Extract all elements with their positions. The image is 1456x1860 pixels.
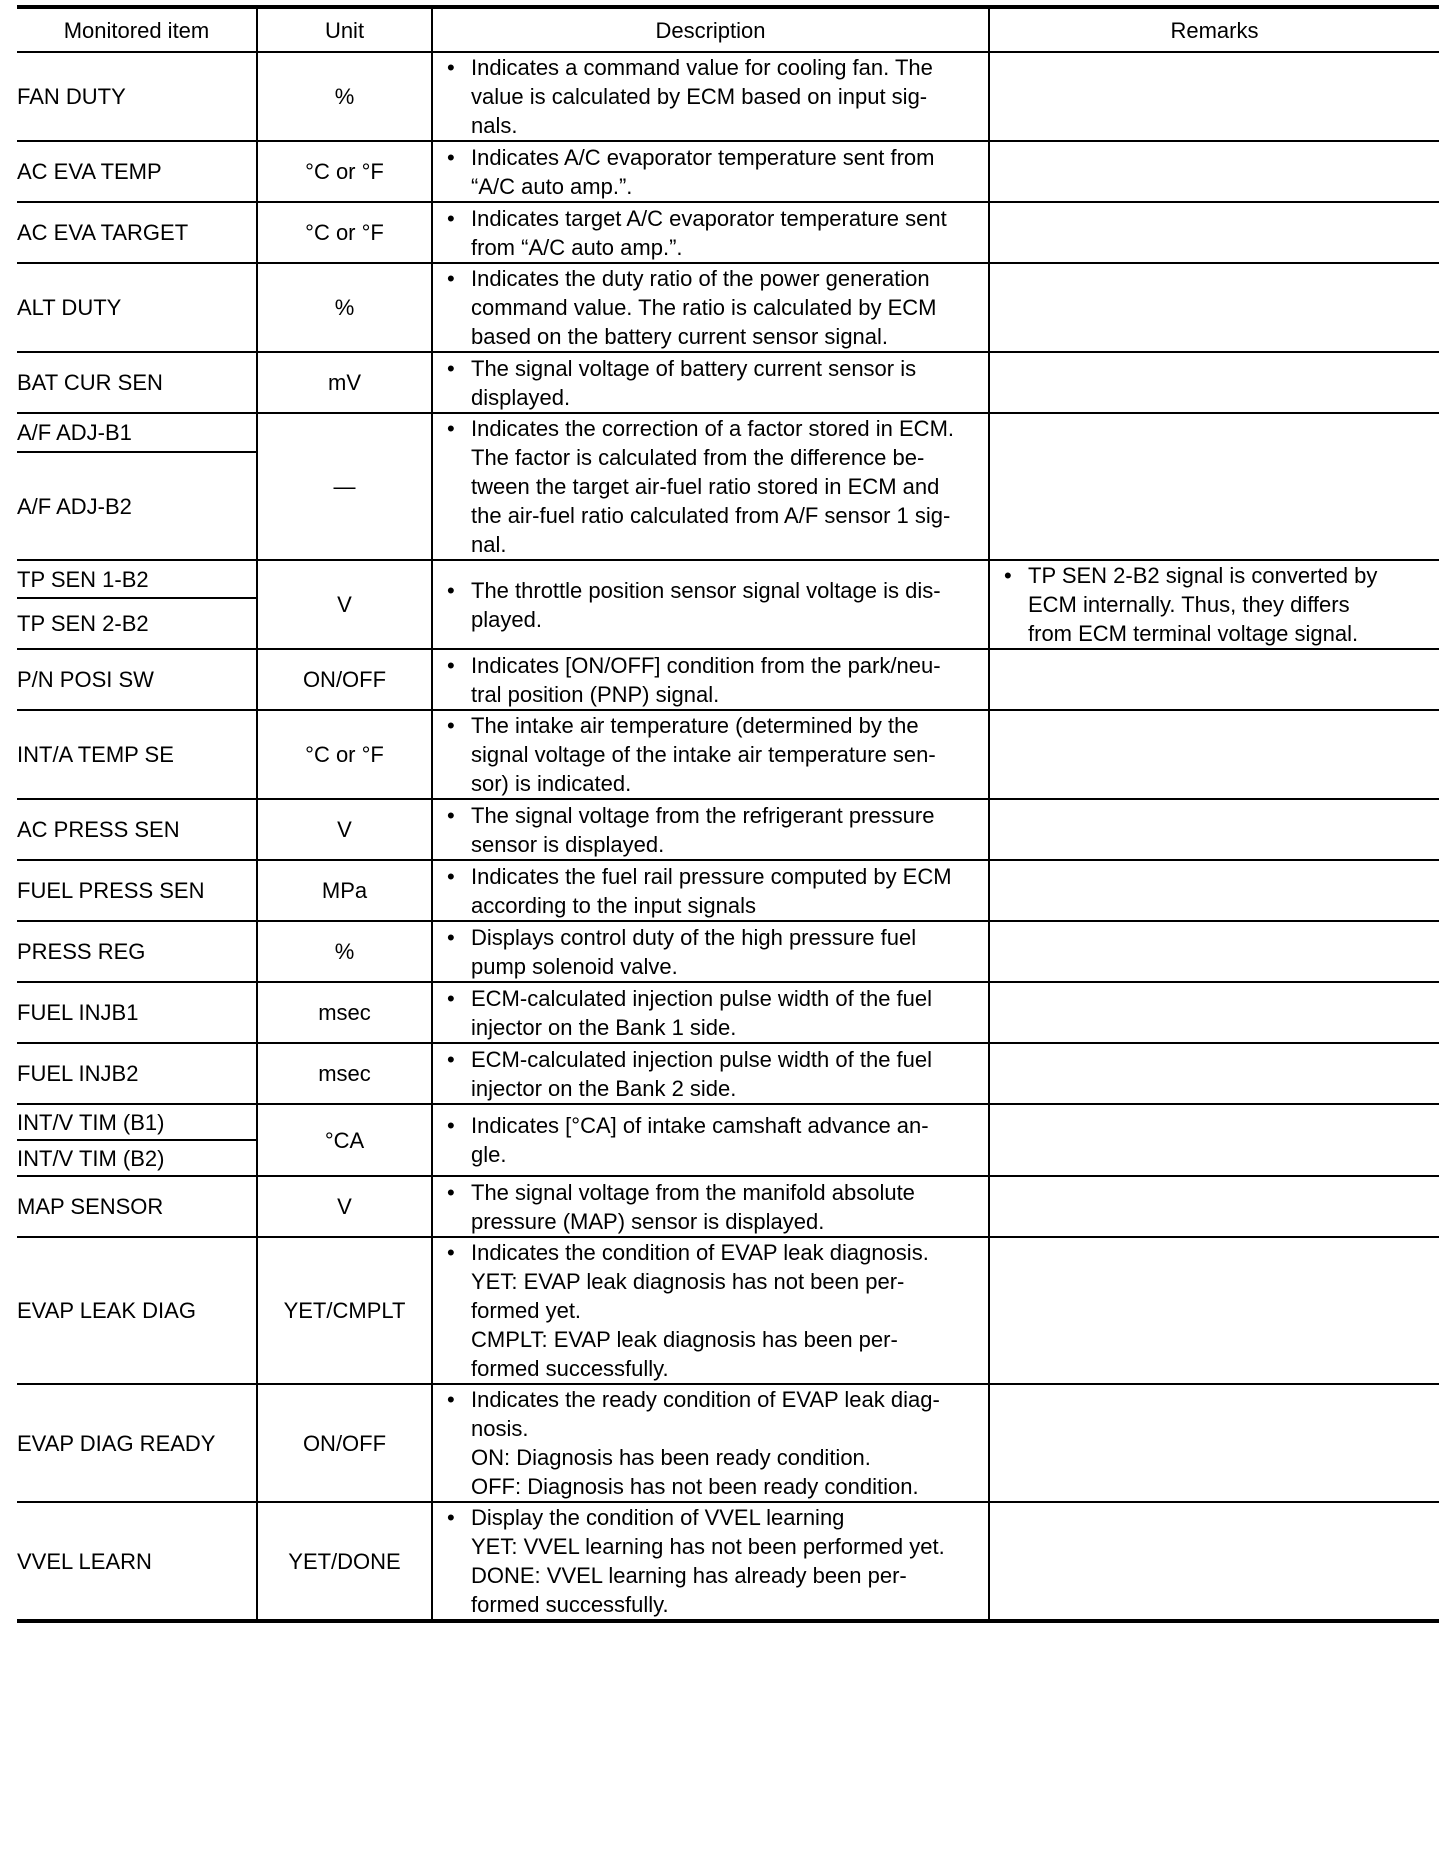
- bullet-marker: •: [447, 577, 455, 603]
- text-line: ECM-calculated injection pulse width of the fuel: [471, 985, 933, 1011]
- text-line: sor) is indicated.: [471, 771, 632, 796]
- bullet-marker: •: [447, 205, 455, 231]
- text-line: tral position (PNP) signal.: [471, 681, 720, 707]
- bullet-marker: •: [447, 1505, 455, 1530]
- table-body: [17, 52, 1439, 1621]
- remarks-cell: [989, 1104, 1439, 1176]
- bullet-text: [1028, 561, 1431, 648]
- unit-cell: mV: [257, 352, 432, 413]
- bullet-item: [433, 1238, 988, 1383]
- description-cell: [432, 799, 989, 860]
- table-row: [17, 1104, 1439, 1140]
- table-header-row: [17, 7, 1439, 52]
- text-line: ECM-calculated injection pulse width of the fuel: [471, 1046, 933, 1072]
- text-line: The signal voltage of battery current sensor is: [471, 355, 917, 381]
- description-cell: [432, 141, 989, 202]
- bullet-item: [433, 53, 988, 140]
- description-cell: [432, 921, 989, 982]
- monitored-item-cell: VVEL LEARN: [17, 1502, 257, 1621]
- text-line: Indicates [°CA] of intake camshaft advance an-: [471, 1113, 929, 1138]
- text-line: based on the battery current sensor signal.: [471, 324, 889, 349]
- text-line: command value. The ratio is calculated by ECM: [471, 295, 937, 320]
- unit-cell: MPa: [257, 860, 432, 921]
- unit-cell: —: [257, 413, 432, 560]
- bullet-marker: •: [447, 55, 455, 80]
- description-cell: [432, 649, 989, 710]
- text-line: YET: EVAP leak diagnosis has not been per-: [471, 1269, 905, 1294]
- description-cell: [432, 1176, 989, 1237]
- unit-cell: V: [257, 560, 432, 649]
- monitored-item-cell: FUEL PRESS SEN: [17, 860, 257, 921]
- bullet-text: [471, 711, 980, 798]
- unit-cell: %: [257, 263, 432, 352]
- description-cell: [432, 263, 989, 352]
- remarks-cell: [989, 649, 1439, 710]
- table-row: [17, 202, 1439, 263]
- monitored-item-cell: TP SEN 2-B2: [17, 598, 257, 649]
- table-row: [17, 921, 1439, 982]
- bullet-item: [990, 561, 1439, 648]
- monitored-item-cell: INT/A TEMP SE: [17, 710, 257, 799]
- remarks-cell: [989, 799, 1439, 860]
- unit-cell: YET/CMPLT: [257, 1237, 432, 1384]
- monitored-item-cell: A/F ADJ-B1: [17, 413, 257, 452]
- bullet-marker: •: [447, 1113, 455, 1138]
- monitored-item-cell: P/N POSI SW: [17, 649, 257, 710]
- description-cell: [432, 1502, 989, 1621]
- bullet-marker: •: [447, 1179, 455, 1205]
- bullet-item: [433, 264, 988, 351]
- bullet-item: [433, 414, 988, 559]
- bullet-text: [471, 1111, 980, 1169]
- text-line: sensor is displayed.: [471, 831, 665, 857]
- text-line: The factor is calculated from the difference be-: [471, 445, 925, 470]
- description-cell: [432, 860, 989, 921]
- remarks-cell: [989, 202, 1439, 263]
- text-line: according to the input signals: [471, 892, 756, 918]
- unit-cell: °CA: [257, 1104, 432, 1176]
- remarks-cell: [989, 560, 1439, 649]
- text-line: Display the condition of VVEL learning: [471, 1505, 845, 1530]
- monitored-item-cell: PRESS REG: [17, 921, 257, 982]
- text-line: OFF: Diagnosis has not been ready condition.: [471, 1474, 919, 1499]
- text-line: formed yet.: [471, 1298, 582, 1323]
- text-line: formed successfully.: [471, 1356, 669, 1381]
- text-line: Indicates the fuel rail pressure computed by ECM: [471, 863, 952, 889]
- unit-cell: °C or °F: [257, 202, 432, 263]
- description-cell: [432, 1384, 989, 1502]
- unit-cell: msec: [257, 1043, 432, 1104]
- unit-cell: ON/OFF: [257, 649, 432, 710]
- remarks-cell: [989, 860, 1439, 921]
- bullet-item: [433, 923, 988, 981]
- unit-cell: °C or °F: [257, 710, 432, 799]
- bullet-marker: •: [447, 355, 455, 381]
- text-line: ON: Diagnosis has been ready condition.: [471, 1445, 871, 1470]
- description-cell: [432, 1043, 989, 1104]
- text-line: “A/C auto amp.”.: [471, 173, 633, 199]
- table-row: [17, 141, 1439, 202]
- remarks-cell: [989, 263, 1439, 352]
- header-remarks: Remarks: [989, 7, 1439, 52]
- bullet-text: [471, 204, 980, 262]
- text-line: nals.: [471, 113, 518, 138]
- bullet-item: [433, 1111, 988, 1169]
- table-row: [17, 1237, 1439, 1384]
- text-line: formed successfully.: [471, 1592, 669, 1617]
- bullet-item: [433, 354, 988, 412]
- bullet-text: [471, 984, 980, 1042]
- text-line: played.: [471, 606, 542, 632]
- bullet-text: [471, 862, 980, 920]
- monitored-item-cell: INT/V TIM (B1): [17, 1104, 257, 1140]
- monitored-item-cell: MAP SENSOR: [17, 1176, 257, 1237]
- text-line: DONE: VVEL learning has already been per-: [471, 1563, 907, 1588]
- text-line: nosis.: [471, 1416, 529, 1441]
- monitored-item-cell: INT/V TIM (B2): [17, 1140, 257, 1176]
- bullet-item: [433, 1385, 988, 1501]
- table-row: [17, 649, 1439, 710]
- monitored-item-cell: AC EVA TEMP: [17, 141, 257, 202]
- bullet-item: [433, 711, 988, 798]
- table-row: [17, 352, 1439, 413]
- text-line: The signal voltage from the manifold absolute: [471, 1179, 915, 1205]
- table-row: [17, 1176, 1439, 1237]
- bullet-item: [433, 576, 988, 634]
- bullet-text: [471, 53, 980, 140]
- description-cell: [432, 52, 989, 141]
- table-row: [17, 52, 1439, 141]
- text-line: gle.: [471, 1142, 507, 1167]
- text-line: pump solenoid valve.: [471, 953, 678, 979]
- text-line: Indicates A/C evaporator temperature sent from: [471, 144, 935, 170]
- bullet-marker: •: [447, 863, 455, 889]
- text-line: Indicates [ON/OFF] condition from the park/neu-: [471, 652, 941, 678]
- text-line: Indicates the condition of EVAP leak diagnosis.: [471, 1240, 929, 1265]
- remarks-cell: [989, 982, 1439, 1043]
- bullet-marker: •: [447, 985, 455, 1011]
- text-line: from ECM terminal voltage signal.: [1028, 621, 1359, 646]
- bullet-text: [471, 1178, 980, 1236]
- text-line: tween the target air-fuel ratio stored in ECM and: [471, 474, 940, 499]
- remarks-cell: [989, 413, 1439, 560]
- bullet-marker: •: [447, 652, 455, 678]
- bullet-text: [471, 1238, 980, 1383]
- unit-cell: °C or °F: [257, 141, 432, 202]
- table-row: [17, 413, 1439, 452]
- text-line: Indicates the correction of a factor stored in ECM.: [471, 416, 955, 441]
- remarks-cell: [989, 710, 1439, 799]
- text-line: Indicates a command value for cooling fan. The: [471, 55, 933, 80]
- description-cell: [432, 710, 989, 799]
- bullet-marker: •: [1004, 563, 1012, 588]
- table-row: [17, 1043, 1439, 1104]
- text-line: The signal voltage from the refrigerant pressure: [471, 802, 935, 828]
- monitored-item-cell: FUEL INJB2: [17, 1043, 257, 1104]
- bullet-text: [471, 1503, 980, 1619]
- monitored-item-cell: EVAP DIAG READY: [17, 1384, 257, 1502]
- bullet-item: [433, 862, 988, 920]
- monitored-item-cell: TP SEN 1-B2: [17, 560, 257, 598]
- remarks-cell: [989, 52, 1439, 141]
- text-line: pressure (MAP) sensor is displayed.: [471, 1208, 825, 1234]
- text-line: The throttle position sensor signal voltage is dis-: [471, 577, 941, 603]
- table-row: [17, 1502, 1439, 1621]
- description-cell: [432, 560, 989, 649]
- bullet-text: [471, 414, 980, 559]
- monitored-item-cell: EVAP LEAK DIAG: [17, 1237, 257, 1384]
- bullet-item: [433, 1503, 988, 1619]
- text-line: the air-fuel ratio calculated from A/F sensor 1 sig-: [471, 503, 951, 528]
- text-line: ECM internally. Thus, they differs: [1028, 592, 1350, 617]
- text-line: Indicates the ready condition of EVAP leak diag-: [471, 1387, 940, 1412]
- monitored-item-cell: FUEL INJB1: [17, 982, 257, 1043]
- monitored-item-cell: A/F ADJ-B2: [17, 452, 257, 560]
- bullet-marker: •: [447, 1387, 455, 1412]
- remarks-cell: [989, 352, 1439, 413]
- remarks-cell: [989, 1384, 1439, 1502]
- bullet-item: [433, 1178, 988, 1236]
- bullet-item: [433, 143, 988, 201]
- remarks-cell: [989, 921, 1439, 982]
- bullet-marker: •: [447, 802, 455, 828]
- table-row: [17, 1384, 1439, 1502]
- bullet-text: [471, 1385, 980, 1501]
- unit-cell: msec: [257, 982, 432, 1043]
- description-cell: [432, 202, 989, 263]
- table-row: [17, 860, 1439, 921]
- text-line: injector on the Bank 1 side.: [471, 1014, 737, 1040]
- text-line: CMPLT: EVAP leak diagnosis has been per-: [471, 1327, 898, 1352]
- monitored-item-cell: AC PRESS SEN: [17, 799, 257, 860]
- bullet-text: [471, 354, 980, 412]
- text-line: value is calculated by ECM based on input sig-: [471, 84, 928, 109]
- bullet-text: [471, 801, 980, 859]
- bullet-item: [433, 651, 988, 709]
- monitored-items-table: [17, 5, 1439, 1623]
- description-cell: [432, 352, 989, 413]
- text-line: from “A/C auto amp.”.: [471, 234, 683, 260]
- bullet-text: [471, 1045, 980, 1103]
- bullet-text: [471, 923, 980, 981]
- monitored-item-cell: FAN DUTY: [17, 52, 257, 141]
- unit-cell: ON/OFF: [257, 1384, 432, 1502]
- text-line: Displays control duty of the high pressure fuel: [471, 924, 917, 950]
- remarks-cell: [989, 1237, 1439, 1384]
- table-row: [17, 982, 1439, 1043]
- header-unit: Unit: [257, 7, 432, 52]
- bullet-marker: •: [447, 144, 455, 170]
- remarks-cell: [989, 1043, 1439, 1104]
- bullet-text: [471, 651, 980, 709]
- bullet-text: [471, 143, 980, 201]
- unit-cell: YET/DONE: [257, 1502, 432, 1621]
- text-line: TP SEN 2-B2 signal is converted by: [1028, 563, 1378, 588]
- header-monitored-item: Monitored item: [17, 7, 257, 52]
- remarks-cell: [989, 1502, 1439, 1621]
- table-row: [17, 560, 1439, 598]
- text-line: signal voltage of the intake air temperature sen-: [471, 742, 936, 767]
- description-cell: [432, 413, 989, 560]
- unit-cell: V: [257, 799, 432, 860]
- text-line: displayed.: [471, 384, 571, 410]
- header-description: Description: [432, 7, 989, 52]
- bullet-marker: •: [447, 1240, 455, 1265]
- text-line: injector on the Bank 2 side.: [471, 1075, 737, 1101]
- table-row: [17, 710, 1439, 799]
- description-cell: [432, 1104, 989, 1176]
- bullet-marker: •: [447, 416, 455, 441]
- monitored-item-cell: AC EVA TARGET: [17, 202, 257, 263]
- text-line: Indicates the duty ratio of the power generation: [471, 266, 930, 291]
- description-cell: [432, 1237, 989, 1384]
- monitored-item-cell: ALT DUTY: [17, 263, 257, 352]
- remarks-cell: [989, 141, 1439, 202]
- unit-cell: V: [257, 1176, 432, 1237]
- bullet-text: [471, 264, 980, 351]
- unit-cell: %: [257, 921, 432, 982]
- table-row: [17, 263, 1439, 352]
- bullet-item: [433, 1045, 988, 1103]
- bullet-text: [471, 576, 980, 634]
- bullet-marker: •: [447, 713, 455, 738]
- bullet-marker: •: [447, 266, 455, 291]
- monitor-table-page: [17, 5, 1439, 1623]
- description-cell: [432, 982, 989, 1043]
- text-line: Indicates target A/C evaporator temperature sent: [471, 205, 947, 231]
- bullet-item: [433, 801, 988, 859]
- bullet-item: [433, 204, 988, 262]
- bullet-marker: •: [447, 1046, 455, 1072]
- remarks-cell: [989, 1176, 1439, 1237]
- bullet-item: [433, 984, 988, 1042]
- text-line: YET: VVEL learning has not been performed yet.: [471, 1534, 945, 1559]
- monitored-item-cell: BAT CUR SEN: [17, 352, 257, 413]
- unit-cell: %: [257, 52, 432, 141]
- table-row: [17, 799, 1439, 860]
- text-line: The intake air temperature (determined by the: [471, 713, 919, 738]
- bullet-marker: •: [447, 924, 455, 950]
- text-line: nal.: [471, 532, 507, 557]
